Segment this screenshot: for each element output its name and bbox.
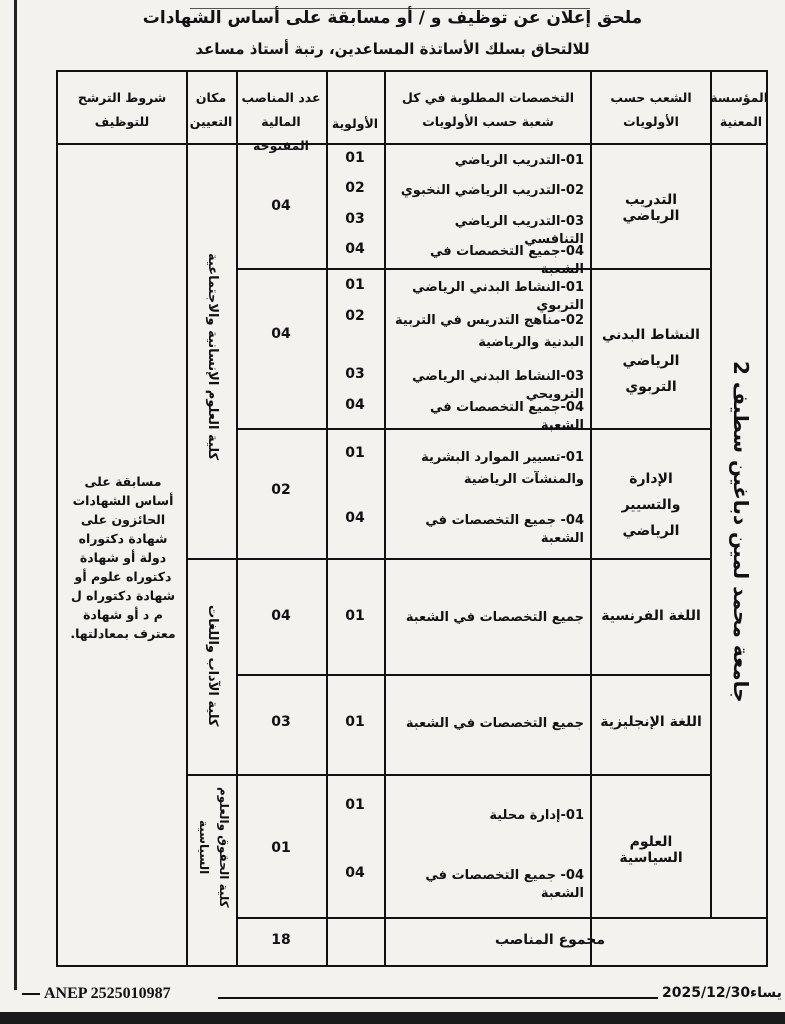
- specialty-item: 04-جميع التخصصات في الشعبة: [429, 400, 584, 433]
- scan-edge: [0, 1012, 785, 1024]
- publication-date: 2025/12/30: [662, 985, 751, 1001]
- specialty-item: 01-التدريب الرياضي: [454, 153, 584, 168]
- header-institution: المؤسسة المعنية: [710, 90, 768, 129]
- priority-cell: 03: [345, 211, 365, 227]
- institution-name: جامعة محمد لمين دباغين سطيف 2: [729, 361, 753, 703]
- priority-cell: 01: [345, 608, 365, 624]
- specialty-item: 01-إدارة محلية: [489, 808, 584, 823]
- priority-cell: 01: [345, 714, 365, 730]
- specialty-item: 04-جميع التخصصات في الشعبة: [429, 244, 584, 277]
- positions-sports-training: 04: [271, 198, 291, 214]
- candidacy-conditions: مسابقة على أساس الشهادات الحائزون على شهادة دكتوراه دولة أو شهادة دكتوراه علوم أو شهادة دكتوراه ل م د أو شهادة معترف بمعادلتها.: [70, 474, 176, 641]
- positions-physical-activity: 04: [271, 326, 291, 342]
- faculty-law: كلية الحقوق والعلوم السياسية: [197, 786, 231, 908]
- specialty-item: 04- جميع التخصصات في الشعبة: [425, 868, 584, 901]
- priority-cell: 04: [345, 510, 365, 526]
- footer: [22, 985, 785, 1005]
- priority-cell: 02: [345, 180, 365, 196]
- header-positions: عدد المناصب المالية المفتوحة: [241, 90, 321, 153]
- positions-sports-management: 02: [271, 482, 291, 498]
- specialty-item: 04- جميع التخصصات في الشعبة: [425, 513, 584, 546]
- page-edge: [14, 0, 17, 990]
- announcement-title: ملحق إعلان عن توظيف و / أو مسابقة على أساس الشهادات: [142, 8, 643, 28]
- header-branch: الشعب حسب الأولويات: [610, 90, 692, 129]
- branch-sports-management: الإدارة والتسيير الرياضي: [621, 471, 681, 539]
- specialty-item: 02-مناهج التدريس في التربية البدنية والرياضية: [394, 313, 584, 350]
- total-label: مجموع المناصب: [494, 932, 606, 948]
- priority-cell: 03: [345, 366, 365, 382]
- priority-cell: 04: [345, 397, 365, 413]
- header-location: مكان التعيين: [189, 90, 233, 129]
- header-specialties: التخصصات المطلوبة في كل شعبة حسب الأولويات: [401, 90, 575, 129]
- faculty-letters: كلية الآداب واللغات: [205, 605, 220, 727]
- header-priority: الأولوية: [331, 116, 379, 131]
- faculty-humanities: كلية العلوم الإنسانية والاجتماعية: [205, 253, 220, 461]
- branch-sports-training: التدريب الرياضي: [622, 192, 680, 224]
- priority-cell: 02: [345, 308, 365, 324]
- announcement-subtitle: للالتحاق بسلك الأساتذة المساعدين، رتبة أستاذ مساعد: [195, 40, 590, 58]
- specialty-item: 03-التدريب الرياضي التنافسي: [454, 214, 584, 247]
- branch-physical-activity: النشاط البدني الرياضي التربوي: [602, 327, 700, 395]
- specialty-item: 03-النشاط البدني الرياضي الترويحي: [412, 369, 584, 402]
- priority-cell: 01: [345, 797, 365, 813]
- specialty-item: 01-النشاط البدني الرياضي التربوي: [412, 280, 584, 313]
- priority-cell: 01: [345, 150, 365, 166]
- specialty-item: جميع التخصصات في الشعبة: [405, 610, 584, 625]
- branch-english: اللغة الإنجليزية: [600, 714, 702, 730]
- priority-cell: 04: [345, 865, 365, 881]
- positions-table: [56, 70, 768, 967]
- priority-cell: 01: [345, 277, 365, 293]
- specialty-item: 02-التدريب الرياضي النخبوي: [400, 183, 584, 198]
- total-positions: 18: [271, 932, 291, 948]
- specialty-item: جميع التخصصات في الشعبة: [405, 716, 584, 731]
- footer-suffix: يساء: [750, 985, 782, 1001]
- branch-french: اللغة الفرنسية: [601, 608, 701, 624]
- positions-french: 04: [271, 608, 291, 624]
- priority-cell: 01: [345, 445, 365, 461]
- positions-english: 03: [271, 714, 291, 730]
- branch-political-science: العلوم السياسية: [619, 834, 683, 866]
- anep-reference: ANEP 2525010987: [44, 985, 171, 1002]
- positions-political-science: 01: [271, 840, 291, 856]
- specialty-item: 01-تسيير الموارد البشرية والمنشآت الرياضية: [421, 450, 584, 487]
- priority-cell: 04: [345, 241, 365, 257]
- header-conditions: شروط الترشح للتوظيف: [77, 90, 167, 129]
